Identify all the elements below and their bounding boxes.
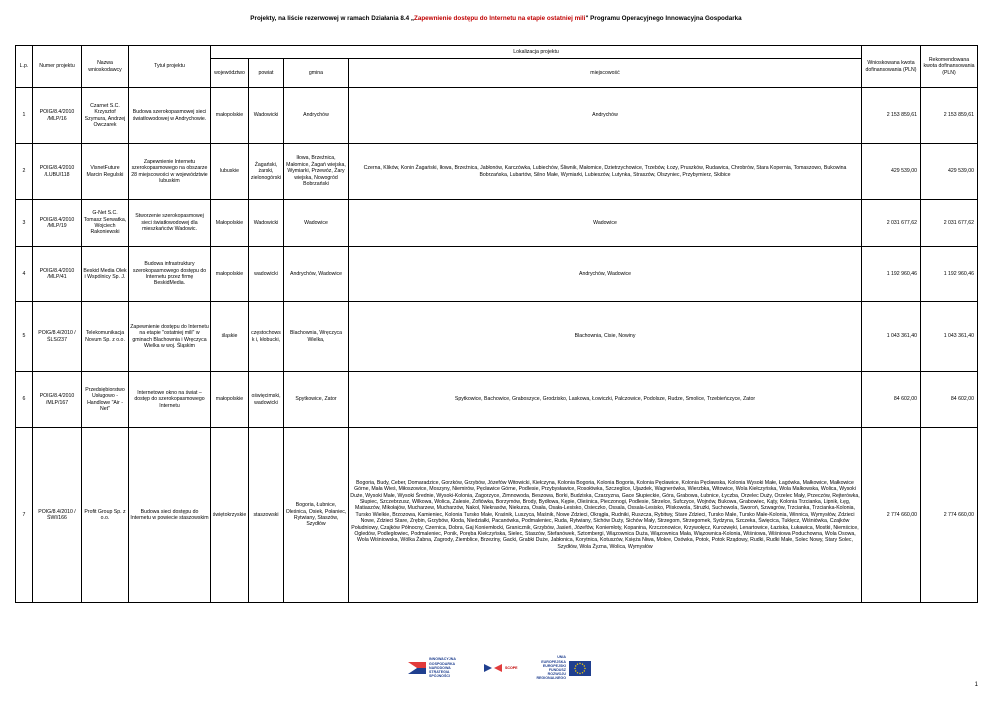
innowacyjna-gospodarka-logo <box>408 657 469 679</box>
title-highlight: Zapewnienie dostępu do Internetu na etapie ostatniej mili <box>413 15 586 22</box>
cell-miejscowosc: Blachownia, Cisie, Nowiny <box>349 302 862 372</box>
table-row <box>16 302 978 372</box>
cell-tytul: Stworzenie szerokopasmowej sieci światłowodowej dla mieszkańców Wadowic. <box>129 200 211 247</box>
table-row <box>16 372 978 428</box>
header-rekomendowana: Rekomendowana kwota dofinansowania (PLN) <box>921 46 978 88</box>
cell-lp: 3 <box>16 200 33 247</box>
ig-logo-text: INNOWACYJNA GOSPODARKA NARODOWA STRATEGIA SPÓJNOŚCI <box>429 657 456 679</box>
header-miejscowosc: miejscowość <box>349 59 862 88</box>
cell-rekomendowana: 84 602,00 <box>921 372 978 428</box>
cell-wnioskowana: 1 043 361,40 <box>862 302 921 372</box>
scope-flag-icon <box>484 662 502 674</box>
cell-nazwa: G-Net S.C. Tomasz Serwatka, Wojciech Rakoniewski <box>82 200 129 247</box>
cell-gmina: Spytkowice, Zator <box>284 372 349 428</box>
eu-logo <box>532 657 591 679</box>
cell-nazwa: Czarnet S.C. Krzysztof Szymura, Andrzej Owczarek <box>82 88 129 144</box>
header-tytul: Tytuł projektu <box>129 46 211 88</box>
cell-powiat: Wadowicki <box>249 200 284 247</box>
cell-wnioskowana: 2 774 660,00 <box>862 428 921 603</box>
footer-logos <box>0 657 992 681</box>
cell-tytul: Zapewnienie dostępu do Internetu na etapie "ostatniej mili" w gminach Blachownia i Wręczyca Wielka w woj. Śląskim <box>129 302 211 372</box>
cell-gmina: Bogoria, Łubnice, Oleśnica, Osiek, Połaniec, Rytwiany, Staszów, Szydłów <box>284 428 349 603</box>
cell-miejscowosc: Wadowice <box>349 200 862 247</box>
header-wojewodztwo: województwo <box>211 59 249 88</box>
cell-rekomendowana: 2 774 660,00 <box>921 428 978 603</box>
cell-nazwa: Beskid Media Olek i Wspólnicy Sp. J. <box>82 247 129 302</box>
cell-numer: POIG/8.4/2010 /MLP/41 <box>33 247 82 302</box>
cell-lp: 5 <box>16 302 33 372</box>
cell-nazwa: Przedsiębiorstwo Usługowo - Handlowe "Air - Net" <box>82 372 129 428</box>
page-title <box>0 15 992 22</box>
scope-logo <box>484 657 518 679</box>
cell-rekomendowana: 2 031 677,62 <box>921 200 978 247</box>
cell-numer: POIG/8.4/2010 /MLP/19 <box>33 200 82 247</box>
projects-table <box>15 45 978 603</box>
cell-rekomendowana: 429 539,00 <box>921 144 978 200</box>
header-powiat: powiat <box>249 59 284 88</box>
header-nazwa: Nazwa wnioskodawcy <box>82 46 129 88</box>
cell-tytul: Budowa sieci dostępu do Internetu w powiecie staszowskim <box>129 428 211 603</box>
cell-numer: POIG/8.4/2010 /ŚLS/237 <box>33 302 82 372</box>
cell-miejscowosc: Spytkowice, Bachowice, Graboszyce, Grodzisko, Laskowa, Łowiczki, Palczowice, Podolsze, Rudze, Smolice, Trzebieńczyce, Zator <box>349 372 862 428</box>
table-row <box>16 428 978 603</box>
title-text-end: " Programu Operacyjnego Innowacyjna Gospodarka <box>585 15 742 22</box>
cell-tytul: Budowa szerokopasmowej sieci światłowodowej w Andrychowie. <box>129 88 211 144</box>
cell-powiat: Wadowicki <box>249 88 284 144</box>
cell-gmina: Wadowice <box>284 200 349 247</box>
cell-powiat: oświęcimski, wadowicki <box>249 372 284 428</box>
cell-woj: lubuskie <box>211 144 249 200</box>
cell-gmina: Andrychów, Wadowice <box>284 247 349 302</box>
cell-miejscowosc: Andrychów <box>349 88 862 144</box>
cell-powiat: wadowicki <box>249 247 284 302</box>
cell-lp: 4 <box>16 247 33 302</box>
title-text: Projekty, na liście rezerwowej w ramach Działania 8.4 „ <box>250 15 414 22</box>
cell-nazwa: VisnetFuture Marcin Regulski <box>82 144 129 200</box>
cell-wnioskowana: 2 153 859,61 <box>862 88 921 144</box>
ig-flag-icon <box>408 662 426 674</box>
cell-rekomendowana: 1 192 960,46 <box>921 247 978 302</box>
cell-numer: POIG/8.4/2010 /MLP/16 <box>33 88 82 144</box>
cell-tytul: Budowa infrastruktury szerokopasmowego dostępu do Internetu przez firmę BeskidMedia. <box>129 247 211 302</box>
cell-rekomendowana: 2 153 859,61 <box>921 88 978 144</box>
cell-numer: POIG/8.4/2010 /ŚWI/166 <box>33 428 82 603</box>
cell-numer: POIG/8.4/2010 /MLP/167 <box>33 372 82 428</box>
cell-lp: 6 <box>16 372 33 428</box>
header-wnioskowana: Wnioskowana kwota dofinansowania (PLN) <box>862 46 921 88</box>
cell-rekomendowana: 1 043 361,40 <box>921 302 978 372</box>
cell-tytul: Zapewnienie Internetu szerokopasmowego na obszarze 28 miejscowości w województwie lubuskim <box>129 144 211 200</box>
header-lp: L.p. <box>16 46 33 88</box>
cell-nazwa: Profit Group Sp. z o.o. <box>82 428 129 603</box>
cell-woj: małopolskie <box>211 88 249 144</box>
cell-tytul: Internetowe okno na świat – dostęp do szerokopasmowego Internetu <box>129 372 211 428</box>
cell-woj: świętokrzyskie <box>211 428 249 603</box>
cell-nazwa: Telekomunikacja Novum Sp. z o.o. <box>82 302 129 372</box>
table-row <box>16 200 978 247</box>
cell-numer: POIG/8.4/2010 /LUBU/118 <box>33 144 82 200</box>
cell-wnioskowana: 1 192 960,46 <box>862 247 921 302</box>
cell-powiat: częstochowsk i, kłobucki, <box>249 302 284 372</box>
cell-gmina: Iłowa, Brzeźnica, Małomice, Żagań wiejska, Wymiarki, Przewóz, Żary wiejska, Nowogród Bobrzański <box>284 144 349 200</box>
cell-woj: małopolskie <box>211 372 249 428</box>
cell-gmina: Blachownia, Wręczyca Wielka, <box>284 302 349 372</box>
cell-powiat: Żagański, żarski, zielonogórski <box>249 144 284 200</box>
scope-logo-text: SCOPE <box>505 665 518 670</box>
cell-lp: 1 <box>16 88 33 144</box>
cell-miejscowosc: Andrychów, Wadowice <box>349 247 862 302</box>
cell-lp: 7 <box>16 428 33 603</box>
cell-woj: śląskie <box>211 302 249 372</box>
page-number: 1 <box>974 682 978 688</box>
cell-woj: Małopolskie <box>211 200 249 247</box>
table-row <box>16 144 978 200</box>
eu-flag-icon <box>569 661 591 676</box>
cell-woj: małopolskie <box>211 247 249 302</box>
cell-miejscowosc: Bogoria, Budy, Ceber, Domaradzice, Gorzków, Grzybów, Józefów Witowicki, Kiełczyna, Kolonia Bogoria, Kolonia Bogoria, Kolonia Pęcławice, Kolonia Pęcławska, Kolonia Wysoki Małe, Łagówka, Małkowice, Małkowice Górne, Mała Wieś, Miłoszowice, Moszyny, Niemirów, Pęcławice Górne, Podlesie, Przybysławice, Rosołówka, Szczeglice, Ujazdek, Wagnerówka, Wierzbka, Witowice, Wola Kiełczyńska, Wola Malkowska, Wolica, Wysoki Duże, Wysoki Małe, Wysoki Średnie, Wysoki-Kolonia, Zagorzyce, Zimnowoda, Beszowa, Borki, Budziska, Czarzyzna, Gace Słupieckie, Góra, Grabowa, Łubnice, Łyczba, Orzelec Duży, Orzelec Mały, Przeczów, Rejterówka, Słupiec, Szczebrzusz, Wilkowa, Wolica, Zalesie, Zofiówka, Borzymów, Brody, Bydłowa, Kępie, Oleśnica, Pieczonogi, Podlesie, Strzelce, Sufczyce, Wojnów, Bukowa, Grabowiec, Kąty, Kolonia Trzcianka, Lipnik, Łęg, Matiaszów, Mikołajów, Mucharzew, Mucharzów, Nakol, Niekrasów, Niekurza, Osała, Osała-Lesisko, Osieczko, Ossala, Ossala-Lesisko, Pliskowola, Strużki, Suchowola, Sworoń, Szwagrów, Trzcianka, Trzcianka-Kolonia, Tursko Wielkie, Brzozowa, Kamieniec, Kolonia Tursko Małe, Kraśnik, Luszyca, Maśnik, Nowe Zdzieci, Okrągła, Rudniki, Ruszcza, Rybitwy, Stare Zdzieci, Tursko Małe, Tursko Małe-Kolonia, Winnica, Wymysłów, Zdzieci Nowe, Zdzieci Stare, Zrębin, Grzybów, Kłoda, Niedziałki, Pacanówka, Podmaleniec, Ruda, Rytwiany, Sichów Duży, Sichów Mały, Strzegom, Strzegomek, Sydzyna, Szczeka, Święcica, Tuklęcz, Wiśniówka, Czajków Południowy, Czajków Północny, Czernica, Dobra, Gaj Koniemłocki, Granicznik, Grzybów, Jasień, Józefów, Koniemłoty, Kopanina, Krzczonowice, Krzywołęcz, Kurozwęki, Lenartowice, Łaziska, Łukawica, Mostki, Niemścice, Ogledów, Podległowiec, Podmaleniec, Ponik, Poręba Kiełczyńska, Sielec, Staszów, Stefanówek, Sztombergi, Wiązownica Duża, Wiązownica Mała, Wiązownica-Kolonia, Wiśniowa, Wiśniowa Poduchowna, Wola Osowa, Wola Wiśniowska, Wólka Żabna, Zagrody, Ziemblice, Brzeziny, Gacki, Grabki Duże, Jabłonica, Korytnica, Kotuszów, Księża Niwa, Mokre, Osówka, Potok, Potok Rządowy, Rudki, Rudki Małe, Solec Nowy, Stary Solec, Szydłów, Wola Żyzna, Wolica, Wymysłów <box>349 428 862 603</box>
header-gmina: gmina <box>284 59 349 88</box>
cell-gmina: Andrychów <box>284 88 349 144</box>
table-row <box>16 88 978 144</box>
header-numer: Numer projektu <box>33 46 82 88</box>
cell-wnioskowana: 84 602,00 <box>862 372 921 428</box>
cell-miejscowosc: Czerna, Klików, Konin Żagański, Iłowa, Brzeźnica, Jabłonów, Karczówka, Lubiechów, Śliwnik, Małomice, Dzietrzychowice, Trzebów, Łozy, Pruszków, Rudawica, Chrobrów, Stara Kopernia, Tomaszowo, Bukowina Bobrzańska, Lubartów, Silno Małe, Wymiarki, Lubieszów, Lutynka, Straszów, Olszyniec, Przybymierz, Skibice <box>349 144 862 200</box>
cell-powiat: staszowski <box>249 428 284 603</box>
cell-lp: 2 <box>16 144 33 200</box>
cell-wnioskowana: 2 031 677,62 <box>862 200 921 247</box>
cell-wnioskowana: 429 539,00 <box>862 144 921 200</box>
header-lokalizacja: Lokalizacja projektu <box>211 46 862 59</box>
table-row <box>16 247 978 302</box>
eu-logo-text: UNIA EUROPEJSKA EUROPEJSKI FUNDUSZ ROZWOJU REGIONALNEGO <box>536 655 566 681</box>
